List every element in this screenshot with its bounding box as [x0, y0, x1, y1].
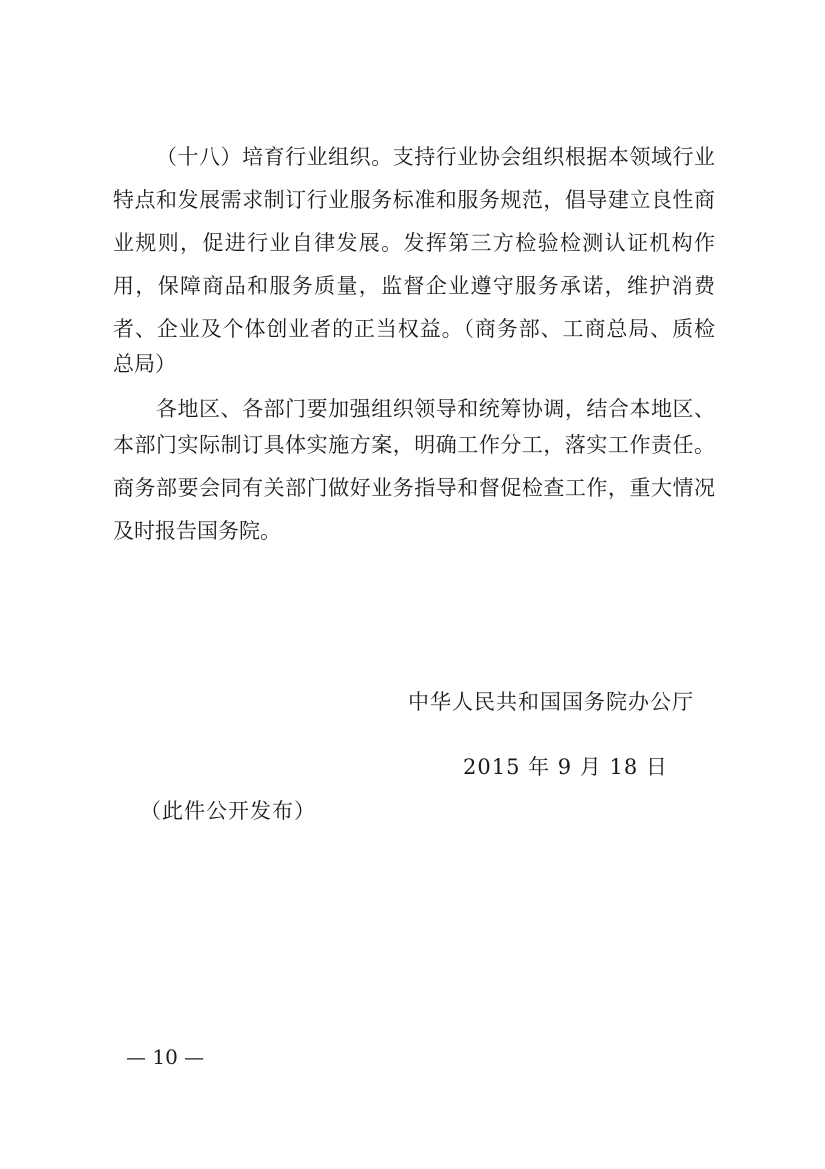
- paragraph-line: 用，保障商品和服务质量，监督企业遵守服务承诺，维护消费: [113, 274, 715, 298]
- paragraph-line: 各地区、各部门要加强组织领导和统筹协调，结合本地区、: [156, 397, 715, 421]
- paragraph-line: 商务部要会同有关部门做好业务指导和督促检查工作，重大情况: [113, 476, 715, 500]
- page-number: — 10 —: [126, 1045, 205, 1069]
- paragraph-line: 特点和发展需求制订行业服务标准和服务规范，倡导建立良性商: [113, 188, 715, 212]
- signature-organization: 中华人民共和国国务院办公厅: [408, 690, 694, 714]
- signature-date: 2015 年 9 月 18 日: [463, 755, 668, 779]
- paragraph-line: 业规则，促进行业自律发展。发挥第三方检验检测认证机构作: [113, 231, 715, 255]
- publication-note: （此件公开发布）: [140, 799, 316, 823]
- paragraph-line: 总局）: [113, 352, 176, 376]
- paragraph-line: 及时报告国务院。: [113, 519, 281, 543]
- paragraph-line: 本部门实际制订具体实施方案，明确工作分工，落实工作责任。: [113, 433, 715, 457]
- paragraph-line: 者、企业及个体创业者的正当权益。（商务部、工商总局、质检: [113, 317, 715, 341]
- paragraph-line: （十八）培育行业组织。支持行业协会组织根据本领域行业: [156, 145, 715, 169]
